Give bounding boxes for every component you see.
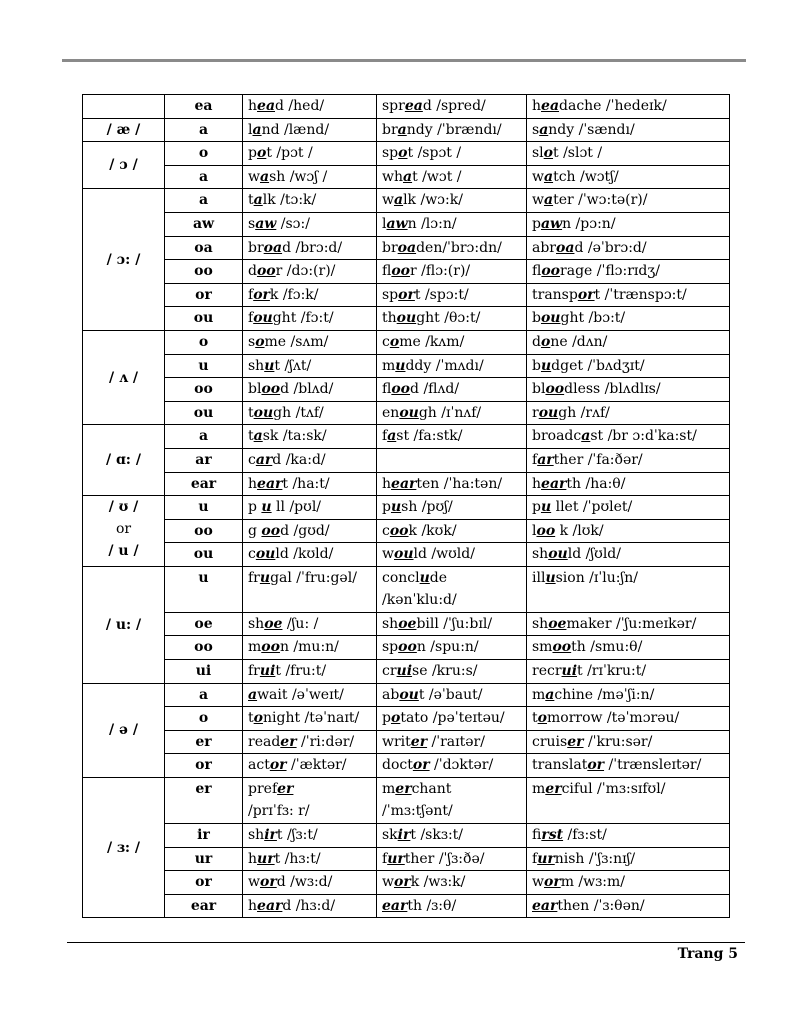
example-word-cell: spot /spɔt / [377,142,527,166]
phoneme-symbol-cell: / æ / [83,118,165,142]
table-row [83,95,730,119]
example-word-cell: about /əˈbaut/ [377,683,527,707]
highlighted-letters: er [545,781,562,798]
phonetics-table-body [83,95,730,918]
example-word-cell: floorage /ˈflɔ:rɪdʒ/ [527,260,730,284]
highlighted-letters: o [540,333,551,350]
highlighted-letters: ou [399,404,419,421]
example-word-cell: pot /pɔt / [243,142,377,166]
spelling-pattern-cell: or [165,754,243,778]
highlighted-letters: aw [540,215,563,232]
highlighted-letters: ear [541,475,567,492]
example-word-cell: bought /bɔ:t/ [527,307,730,331]
spelling-pattern-cell: u [165,566,243,612]
spelling-pattern-cell: oo [165,519,243,543]
table-row [83,260,730,284]
highlighted-letters: or [587,757,605,774]
example-word-cell: tonight /təˈnaɪt/ [243,707,377,731]
example-word-cell: shut /ʃʌt/ [243,354,377,378]
highlighted-letters: ear [382,897,408,914]
phoneme-symbol-cell: / ʌ / [83,330,165,424]
example-word-cell: spoon /spu:n/ [377,636,527,660]
example-word-cell: earth /ɜ:θ/ [377,894,527,918]
example-word-cell: further /ˈʃɜ:ðə/ [377,847,527,871]
example-word-cell: moon /mu:n/ [243,636,377,660]
spelling-pattern-cell: er [165,778,243,824]
highlighted-letters: ea [404,98,423,114]
spelling-pattern-cell: ea [165,95,243,119]
highlighted-letters: oo [536,522,556,539]
example-word-cell: heard /hɜ:d/ [243,894,377,918]
highlighted-letters: ir [397,827,411,844]
highlighted-letters: ou [253,310,273,327]
example-word-cell: saw /sɔ:/ [243,212,377,236]
highlighted-letters: o [390,710,401,727]
example-word-cell: p u ll /pʊl/ [243,496,377,520]
highlighted-letters: aw [255,215,277,232]
table-row [83,165,730,189]
spelling-pattern-cell: ui [165,660,243,684]
phoneme-symbol-cell [83,95,165,119]
spelling-pattern-cell: a [165,165,243,189]
example-word-cell: task /ta:sk/ [243,425,377,449]
highlighted-letters: oa [263,239,283,256]
example-word-cell: walk /wɔ:k/ [377,189,527,213]
highlighted-letters: ou [253,404,274,421]
table-row [83,448,730,472]
highlighted-letters: or [577,286,595,303]
highlighted-letters: or [253,286,270,303]
highlighted-letters: ur [257,850,275,867]
spelling-pattern-cell: ou [165,543,243,567]
example-word-cell: g ood /gʊd/ [243,519,377,543]
example-word-cell: work /wɜ:k/ [377,871,527,895]
example-word-cell: head /hed/ [243,95,377,119]
example-word-cell: spread /spred/ [377,95,527,119]
table-row [83,283,730,307]
table-row [83,894,730,918]
example-word-cell: push /pʊʃ/ [377,496,527,520]
highlighted-letters: ur [537,850,555,867]
example-word-cell: reader /ˈri:dər/ [243,730,377,754]
example-word-cell: floor /flɔ:(r)/ [377,260,527,284]
table-row [83,754,730,778]
highlighted-letters: ou [396,310,417,327]
example-word-cell: fruit /fru:t/ [243,660,377,684]
spelling-pattern-cell: oo [165,636,243,660]
example-word-cell: shoe /ʃu: / [243,612,377,636]
example-word-cell: word /wɜ:d/ [243,871,377,895]
example-word-cell: water /ˈwɔ:tə(r)/ [527,189,730,213]
example-word-cell: shoemaker /ˈʃu:meɪkər/ [527,612,730,636]
highlighted-letters: oa [397,239,417,256]
highlighted-letters: oe [548,615,567,632]
highlighted-letters: o [543,145,554,162]
highlighted-letters: o [537,710,547,727]
example-word-cell: broadcast /br ɔ:dˈka:st/ [527,425,730,449]
highlighted-letters: ui [259,663,276,680]
table-row [83,425,730,449]
example-word-cell: flood /flʌd/ [377,378,527,402]
table-row [83,636,730,660]
header-rule [62,59,746,62]
example-word-cell: merchant /ˈmɜ:tʃənt/ [377,778,527,824]
example-word-cell: talk /tɔ:k/ [243,189,377,213]
highlighted-letters: ear [257,475,283,492]
table-row [83,683,730,707]
example-word-cell: await /əˈweɪt/ [243,683,377,707]
highlighted-letters: ar [537,451,554,468]
example-word-cell: shirt /ʃɜ:t/ [243,824,377,848]
example-word-cell [377,448,527,472]
highlighted-letters: u [259,569,271,586]
example-word-cell: tomorrow /təˈmɔrəu/ [527,707,730,731]
example-word-cell: smooth /smu:θ/ [527,636,730,660]
spelling-pattern-cell: ou [165,401,243,425]
example-word-cell: loo k /lʊk/ [527,519,730,543]
spelling-pattern-cell: u [165,354,243,378]
example-word-cell: recruit /rɪˈkru:t/ [527,660,730,684]
example-word-cell: land /lænd/ [243,118,377,142]
example-word-cell: should /ʃʊld/ [527,543,730,567]
highlighted-letters: oo [261,522,281,539]
example-word-cell: doctor /ˈdɔktər/ [377,754,527,778]
spelling-pattern-cell: o [165,142,243,166]
spelling-pattern-cell: or [165,283,243,307]
example-word-cell: farther /ˈfa:ðər/ [527,448,730,472]
spelling-pattern-cell: oa [165,236,243,260]
highlighted-letters: a [403,168,413,185]
highlighted-letters: oa [556,239,575,256]
highlighted-letters: ou [540,310,561,327]
highlighted-letters: u [261,499,272,516]
example-word-cell: bloodless /blʌdlɪs/ [527,378,730,402]
table-row [83,707,730,731]
highlighted-letters: oo [545,381,565,398]
table-row [83,189,730,213]
highlighted-letters: ear [257,897,283,914]
example-word-cell: worm /wɜ:m/ [527,871,730,895]
example-word-cell: watch /wɔtʃ/ [527,165,730,189]
spelling-pattern-cell: o [165,707,243,731]
table-row [83,824,730,848]
example-word-cell: machine /məˈʃi:n/ [527,683,730,707]
page-number: Trang 5 [677,946,738,962]
highlighted-letters: u [264,357,275,374]
example-word-cell: wash /wɔʃ / [243,165,377,189]
example-word-cell: some /sʌm/ [243,330,377,354]
table-row [83,212,730,236]
example-word-cell: shoebill /ˈʃu:bɪl/ [377,612,527,636]
spelling-pattern-cell: er [165,730,243,754]
example-word-cell: cruiser /ˈkru:sər/ [527,730,730,754]
highlighted-letters: or [543,874,561,891]
example-word-cell: sandy /ˈsændı/ [527,118,730,142]
table-row [83,778,730,824]
example-word-cell: brandy /ˈbrændı/ [377,118,527,142]
table-row [83,236,730,260]
example-word-cell: budget /ˈbʌdʒɪt/ [527,354,730,378]
highlighted-letters: ir [264,827,277,844]
highlighted-letters: o [256,145,267,162]
example-word-cell: abroad /əˈbrɔ:d/ [527,236,730,260]
table-row [83,730,730,754]
highlighted-letters: a [397,121,407,138]
highlighted-letters: oo [389,522,409,539]
example-word-cell: thought /θɔ:t/ [377,307,527,331]
highlighted-letters: ou [393,546,414,563]
example-word-cell: lawn /lɔ:n/ [377,212,527,236]
table-row [83,543,730,567]
spelling-pattern-cell: ir [165,824,243,848]
spelling-pattern-cell: ou [165,307,243,331]
spelling-pattern-cell: a [165,118,243,142]
phoneme-symbol-cell: / ɑ: / [83,425,165,496]
table-row [83,307,730,331]
highlighted-letters: or [398,286,415,303]
spelling-pattern-cell: ear [165,894,243,918]
spelling-pattern-cell: u [165,496,243,520]
highlighted-letters: o [389,333,400,350]
example-word-cell: fork /fɔ:k/ [243,283,377,307]
table-row [83,401,730,425]
highlighted-letters: or [393,874,411,891]
highlighted-letters: u [395,357,406,374]
example-word-cell: writer /ˈraɪtər/ [377,730,527,754]
spelling-pattern-cell: oe [165,612,243,636]
highlighted-letters: oo [391,263,411,280]
table-row [83,847,730,871]
highlighted-letters: ar [255,451,273,468]
spelling-pattern-cell: o [165,330,243,354]
example-word-cell: prefer /prɪˈfɜ: r/ [243,778,377,824]
highlighted-letters: u [545,569,556,586]
highlighted-letters: or [412,757,430,774]
highlighted-letters: ui [561,663,578,680]
table-row [83,330,730,354]
example-word-cell: headache /ˈhedeɪk/ [527,95,730,119]
spelling-pattern-cell: ur [165,847,243,871]
example-word-cell: illusion /ɪˈlu:ʃn/ [527,566,730,612]
highlighted-letters: er [410,733,428,750]
highlighted-letters: er [277,781,294,798]
phoneme-symbol-cell: / ɔ: / [83,189,165,331]
example-word-cell: frugal /ˈfru:gəl/ [243,566,377,612]
table-row [83,566,730,612]
example-word-cell: fought /fɔ:t/ [243,307,377,331]
highlighted-letters: a [253,428,263,445]
phoneme-symbol-cell: / ʊ / or / u / [83,496,165,567]
example-word-cell: card /ka:d/ [243,448,377,472]
table-row [83,871,730,895]
example-word-cell: hearten /ˈha:tən/ [377,472,527,496]
example-word-cell: enough /ɪˈnʌf/ [377,401,527,425]
highlighted-letters: er [567,733,584,750]
example-word-cell: muddy /ˈmʌdı/ [377,354,527,378]
highlighted-letters: a [581,428,591,445]
example-word-cell: come /kʌm/ [377,330,527,354]
example-word-cell: what /wɔt / [377,165,527,189]
phoneme-symbol-cell: / ɔ / [83,142,165,189]
highlighted-letters: ea [257,98,276,114]
example-word-cell: done /dʌn/ [527,330,730,354]
footer-rule [67,942,745,943]
highlighted-letters: a [259,168,270,185]
table-row [83,660,730,684]
example-word-cell: blood /blʌd/ [243,378,377,402]
example-word-cell: furnish /ˈʃɜ:nɪʃ/ [527,847,730,871]
highlighted-letters: rst [541,827,564,844]
example-word-cell: broaden/ˈbrɔ:dn/ [377,236,527,260]
highlighted-letters: a [252,121,262,138]
highlighted-letters: oo [391,381,411,398]
example-word-cell: cook /kʊk/ [377,519,527,543]
highlighted-letters: oo [261,381,281,398]
highlighted-letters: oo [398,639,417,656]
highlighted-letters: oo [552,639,572,656]
highlighted-letters: a [393,192,404,209]
spelling-pattern-cell: a [165,683,243,707]
highlighted-letters: er [395,781,412,798]
spelling-pattern-cell: aw [165,212,243,236]
example-word-cell: actor /ˈæktər/ [243,754,377,778]
spelling-pattern-cell: ear [165,472,243,496]
example-word-cell: hurt /hɜ:t/ [243,847,377,871]
table-row [83,472,730,496]
highlighted-letters: ur [387,850,405,867]
highlighted-letters: er [280,733,297,750]
example-word-cell: tough /tʌf/ [243,401,377,425]
highlighted-letters: ea [541,98,560,114]
example-word-cell: translator /ˈtrænsleɪtər/ [527,754,730,778]
example-word-cell: hearth /ha:θ/ [527,472,730,496]
example-word-cell: sport /spɔ:t/ [377,283,527,307]
example-word-cell: broad /brɔ:d/ [243,236,377,260]
phoneme-symbol-cell: / ə / [83,683,165,777]
highlighted-letters: a [248,686,258,703]
highlighted-letters: oe [398,615,417,632]
highlighted-letters: aw [386,215,408,232]
example-word-cell: would /wʊld/ [377,543,527,567]
example-word-cell: first /fɜ:st/ [527,824,730,848]
highlighted-letters: u [390,499,402,516]
example-word-cell: merciful /ˈmɜ:sɪfʊl/ [527,778,730,824]
spelling-pattern-cell: or [165,871,243,895]
highlighted-letters: ui [396,663,413,680]
example-word-cell: rough /rʌf/ [527,401,730,425]
spelling-pattern-cell: oo [165,260,243,284]
phoneme-symbol-cell: / u: / [83,566,165,683]
table-row [83,612,730,636]
table-row [83,354,730,378]
highlighted-letters: a [253,192,263,209]
example-word-cell: earthen /ˈɜ:θən/ [527,894,730,918]
example-word-cell: cruise /kru:s/ [377,660,527,684]
highlighted-letters: u [540,357,552,374]
example-word-cell: conclude /kənˈklu:d/ [377,566,527,612]
highlighted-letters: ou [399,686,419,703]
highlighted-letters: u [540,499,552,516]
example-word-cell: potato /pəˈteɪtəu/ [377,707,527,731]
highlighted-letters: oe [264,615,283,632]
highlighted-letters: a [387,428,397,445]
example-word-cell: pu llet /ˈpʊlet/ [527,496,730,520]
highlighted-letters: a [545,686,555,703]
example-word-cell: heart /ha:t/ [243,472,377,496]
table-row [83,496,730,520]
highlighted-letters: oo [541,263,561,280]
highlighted-letters: a [539,121,549,138]
example-word-cell: slot /slɔt / [527,142,730,166]
highlighted-letters: a [543,168,554,185]
example-word-cell: could /kʊld/ [243,543,377,567]
example-word-cell: transport /ˈtrænspɔ:t/ [527,283,730,307]
highlighted-letters: o [255,333,265,350]
table-row [83,519,730,543]
example-word-cell: door /dɔ:(r)/ [243,260,377,284]
highlighted-letters: or [269,757,287,774]
highlighted-letters: oo [256,263,276,280]
highlighted-letters: ear [532,897,558,914]
highlighted-letters: ou [255,546,276,563]
spelling-pattern-cell: ar [165,448,243,472]
table-row [83,378,730,402]
table-row [83,142,730,166]
example-word-cell: skirt /skɜ:t/ [377,824,527,848]
highlighted-letters: o [253,710,263,727]
highlighted-letters: u [419,569,430,586]
table-row [83,118,730,142]
example-word-cell: fast /fa:stk/ [377,425,527,449]
highlighted-letters: oo [261,639,280,656]
highlighted-letters: ear [391,475,417,492]
highlighted-letters: or [259,874,277,891]
highlighted-letters: ou [548,546,568,563]
example-word-cell: pawn /pɔ:n/ [527,212,730,236]
highlighted-letters: ou [538,404,559,421]
spelling-pattern-cell: oo [165,378,243,402]
spelling-pattern-cell: a [165,189,243,213]
phoneme-symbol-cell: / ɜ: / [83,778,165,918]
spelling-pattern-cell: a [165,425,243,449]
highlighted-letters: a [543,192,554,209]
highlighted-letters: o [398,145,408,162]
phonetics-table [82,94,730,918]
